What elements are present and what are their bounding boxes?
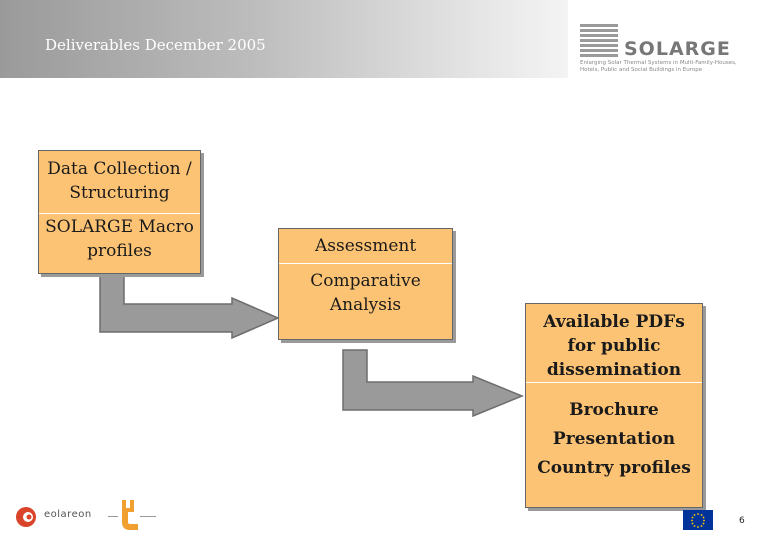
tagline-line: Enlarging Solar Thermal Systems in Multi-Family-Houses, — [580, 60, 737, 66]
box3-top-line: Available PDFs — [543, 312, 685, 332]
box2-top-section — [279, 229, 452, 264]
box3-bottom-line: Presentation — [552, 429, 676, 449]
box3-top-line: dissemination — [546, 360, 682, 380]
data-collection-box — [38, 150, 201, 274]
page-number: 6 — [739, 516, 745, 526]
eolareon-logo-icon — [14, 505, 44, 529]
partner-logo-icon — [108, 498, 168, 532]
box1-bottom-section — [39, 215, 200, 263]
eu-flag-icon — [683, 510, 713, 530]
box3-bottom-section — [526, 396, 702, 483]
eolareon-logo-text: eolareon — [44, 509, 92, 520]
box1-top-section — [39, 151, 200, 214]
box1-top-line: Data Collection / — [47, 159, 192, 179]
box2-bottom-section — [279, 269, 452, 317]
flow-arrow-1 — [100, 276, 278, 338]
box2-bottom-line: Analysis — [329, 295, 402, 315]
slide-title: Deliverables December 2005 — [45, 36, 266, 54]
box3-bottom-line: Brochure — [569, 400, 659, 420]
dissemination-box — [525, 303, 703, 508]
box1-bottom-line: SOLARGE Macro — [45, 217, 194, 237]
box2-bottom-line: Comparative — [310, 271, 421, 291]
box2-top-line: Assessment — [315, 236, 417, 256]
tagline-line: Hotels, Public and Social Buildings in Europe — [580, 67, 703, 73]
solarge-logo-text: SOLARGE — [624, 38, 731, 60]
box3-bottom-line: Country profiles — [537, 458, 691, 478]
flow-arrow-2 — [343, 350, 522, 416]
box1-bottom-line: profiles — [87, 241, 152, 261]
box3-top-section — [526, 304, 702, 383]
box3-top-line: for public — [567, 336, 661, 356]
box1-top-line: Structuring — [69, 183, 170, 203]
assessment-box — [278, 228, 453, 340]
